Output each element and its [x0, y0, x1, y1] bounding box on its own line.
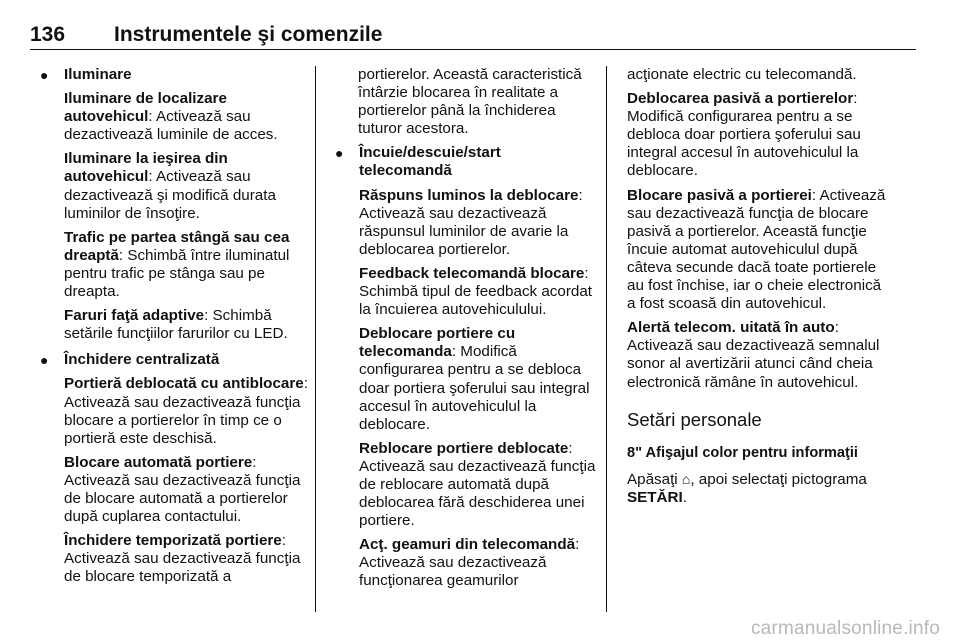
column-divider: [315, 66, 316, 612]
paragraph: Faruri faţă adaptive: Schimbă setările funcţiilor farurilor cu LED.: [64, 307, 288, 343]
paragraph: Blocare automată portiere: Activează sau dezactivează funcţia de blocare automată a portierelor după cuplarea contactului.: [64, 453, 301, 526]
bullet-icon: ●: [40, 67, 49, 83]
home-icon: ⌂: [681, 470, 691, 487]
item-title: Încuie/descuie/start telecomandă: [359, 144, 501, 180]
paragraph: Răspuns luminos la deblocare: Activează sau dezactivează răspunsul luminilor de avarie la deblocarea portierelor.: [359, 186, 583, 258]
section-heading: Setări personale: [627, 408, 762, 430]
paragraph: Iluminare la ieşirea din autovehicul: Activează sau dezactivează şi modifică durata luminilor de însoţire.: [64, 150, 276, 222]
paragraph: Iluminare de localizare autovehicul: Activează sau dezactivează luminile de acces.: [64, 90, 278, 144]
paragraph: Apăsaţi ⌂, apoi selectaţi pictograma SETĂRI.: [627, 470, 867, 506]
paragraph: Portieră deblocată cu antiblocare: Activează sau dezactivează funcţia blocare a portierelor în timp ce o portieră este deschisă.: [64, 375, 308, 447]
column-divider: [606, 66, 607, 612]
list-item-central-locking: [40, 351, 310, 586]
page-title: Instrumentele şi comenzile: [114, 23, 383, 46]
paragraph: Deblocarea pasivă a portierelor: Modifică configurarea pentru a se debloca doar portiera şoferului sau integral accesul în autovehiculul la deblocare.: [627, 90, 861, 180]
paragraph: Închidere temporizată portiere: Activează sau dezactivează funcţia de blocare temporizată a: [64, 532, 301, 586]
paragraph: Blocare pasivă a portierei: Activează sau dezactivează funcţia de blocare pasivă a portierelor. Această funcţie încuie automat autovehiculul după câteva secunde dacă toate portierele au fost închise, iar o cheie electronică a fost scoasă din autovehicul.: [627, 186, 886, 313]
list-item-lighting: [40, 66, 310, 343]
paragraph: Alertă telecom. uitată în auto: Activează sau dezactivează semnalul sonor al avertizării atunci când cheia electronică rămâne în autovehicul.: [627, 319, 880, 391]
page-header: [30, 23, 916, 50]
paragraph: Acţ. geamuri din telecomandă: Activează sau dezactivează funcţionarea geamurilor: [359, 536, 580, 590]
paragraph-continued: acţionate electric cu telecomandă.: [627, 66, 857, 83]
column-3: [627, 66, 890, 513]
watermark: carmanualsonline.info: [750, 618, 940, 639]
item-title: Iluminare: [64, 66, 132, 83]
page-number: 136: [30, 23, 66, 46]
paragraph-continued: portierelor. Această caracteristică întârzie blocarea în realitate a portierelor până la închiderea tuturor acestora.: [358, 66, 582, 138]
paragraph: Reblocare portiere deblocate: Activează sau dezactivează funcţia de reblocare automată după deblocarea fără deschiderea unei portiere.: [359, 439, 596, 530]
bullet-icon: ●: [40, 352, 49, 369]
item-title: Închidere centralizată: [64, 351, 220, 369]
subsection-heading: 8" Afişajul color pentru informaţii: [627, 444, 858, 461]
list-item-remote: [335, 144, 597, 590]
column-1: [40, 66, 310, 594]
bullet-icon: ●: [335, 145, 344, 162]
paragraph: Deblocare portiere cu telecomanda: Modifică configurarea pentru a se debloca doar portiera şoferului sau integral accesul în autovehiculul la deblocare.: [359, 325, 590, 433]
paragraph: Feedback telecomandă blocare: Schimbă tipul de feedback acordat la încuierea autovehiculului.: [359, 264, 593, 319]
paragraph: Trafic pe partea stângă sau cea dreaptă: Schimbă între iluminatul pentru trafic pe stânga sau pe dreapta.: [64, 228, 290, 301]
column-2: [335, 66, 597, 599]
